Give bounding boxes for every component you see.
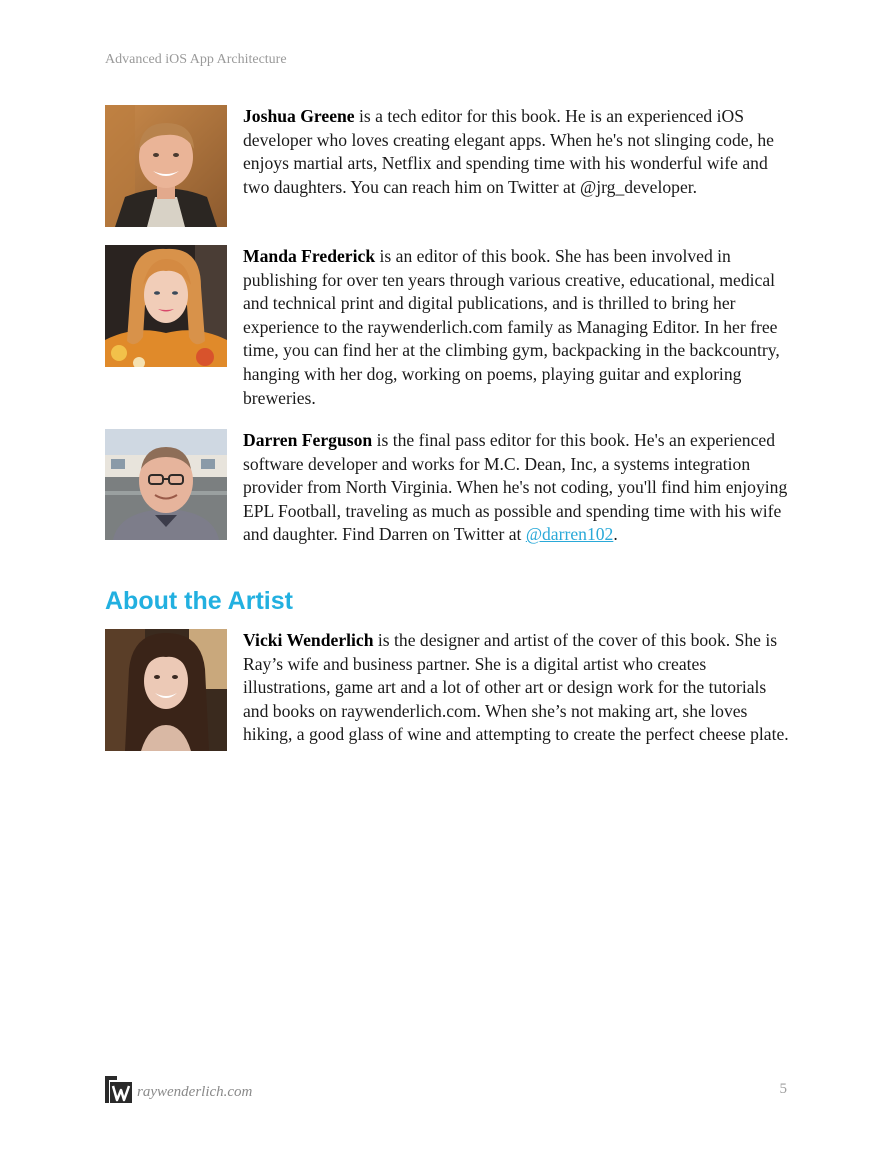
- rw-logo-icon: [105, 1076, 132, 1103]
- twitter-link-darren[interactable]: @darren102: [525, 524, 614, 545]
- bio-name: Manda Frederick: [243, 246, 376, 266]
- bio-body: is the designer and artist of the cover of this book. She is Ray’s wife and business partner. She is a digital artist who creates illustrations, game art and a lot of other art or design work for the tutorials and books on raywenderlich.com. When she’s not making art, she loves hiking, a good glass of wine and attempting to create the perfect cheese plate.: [243, 630, 789, 745]
- bio-text-vicki-wenderlich: [243, 629, 790, 747]
- bio-text-darren-ferguson: [243, 429, 790, 547]
- bio-body-end: .: [613, 524, 618, 545]
- bio-name: Joshua Greene: [243, 106, 355, 126]
- footer-logo[interactable]: [105, 1075, 252, 1103]
- bio-text-joshua-greene: [243, 105, 790, 199]
- bio-name: Vicki Wenderlich: [243, 630, 374, 650]
- bio-name: Darren Ferguson: [243, 430, 373, 450]
- author-photo-darren-ferguson: [105, 429, 227, 540]
- page-number: 5: [779, 1081, 787, 1097]
- running-header: Advanced iOS App Architecture: [105, 52, 287, 67]
- footer-site-name: raywenderlich.com: [137, 1083, 253, 1100]
- bio-body: is a tech editor for this book. He is an experienced iOS developer who loves creating elegant apps. When he's not slinging code, he enjoys martial arts, Netflix and spending time with his wonderful wife and two daughters. You can reach him on Twitter at @jrg_developer.: [243, 106, 774, 197]
- bio-text-manda-frederick: [243, 245, 790, 410]
- bio-darren-ferguson: [105, 429, 790, 574]
- bio-body: is the final pass editor for this book. He's an experienced software developer and works for M.C. Dean, Inc, a systems integration provider from North Virginia. When he's not coding, you'll find him enjoying EPL Football, traveling as much as possible and spending time with his wife and daughter. Find Darren on Twitter at: [243, 430, 788, 545]
- bio-manda-frederick: [105, 245, 790, 410]
- author-photo-joshua-greene: [105, 105, 227, 227]
- author-photo-vicki-wenderlich: [105, 629, 227, 751]
- bio-joshua-greene: [105, 105, 790, 227]
- bio-vicki-wenderlich: [105, 629, 790, 771]
- bio-body: is an editor of this book. She has been involved in publishing for over ten years through various creative, educational, medical and technical print and digital publications, and is thrilled to bring her experience to the raywenderlich.com family as Managing Editor. In her free time, you can find her at the climbing gym, backpacking in the backcountry, hanging with her dog, working on poems, playing guitar and exploring breweries.: [243, 246, 780, 408]
- section-title-about-artist: About the Artist: [105, 587, 293, 615]
- author-photo-manda-frederick: [105, 245, 227, 367]
